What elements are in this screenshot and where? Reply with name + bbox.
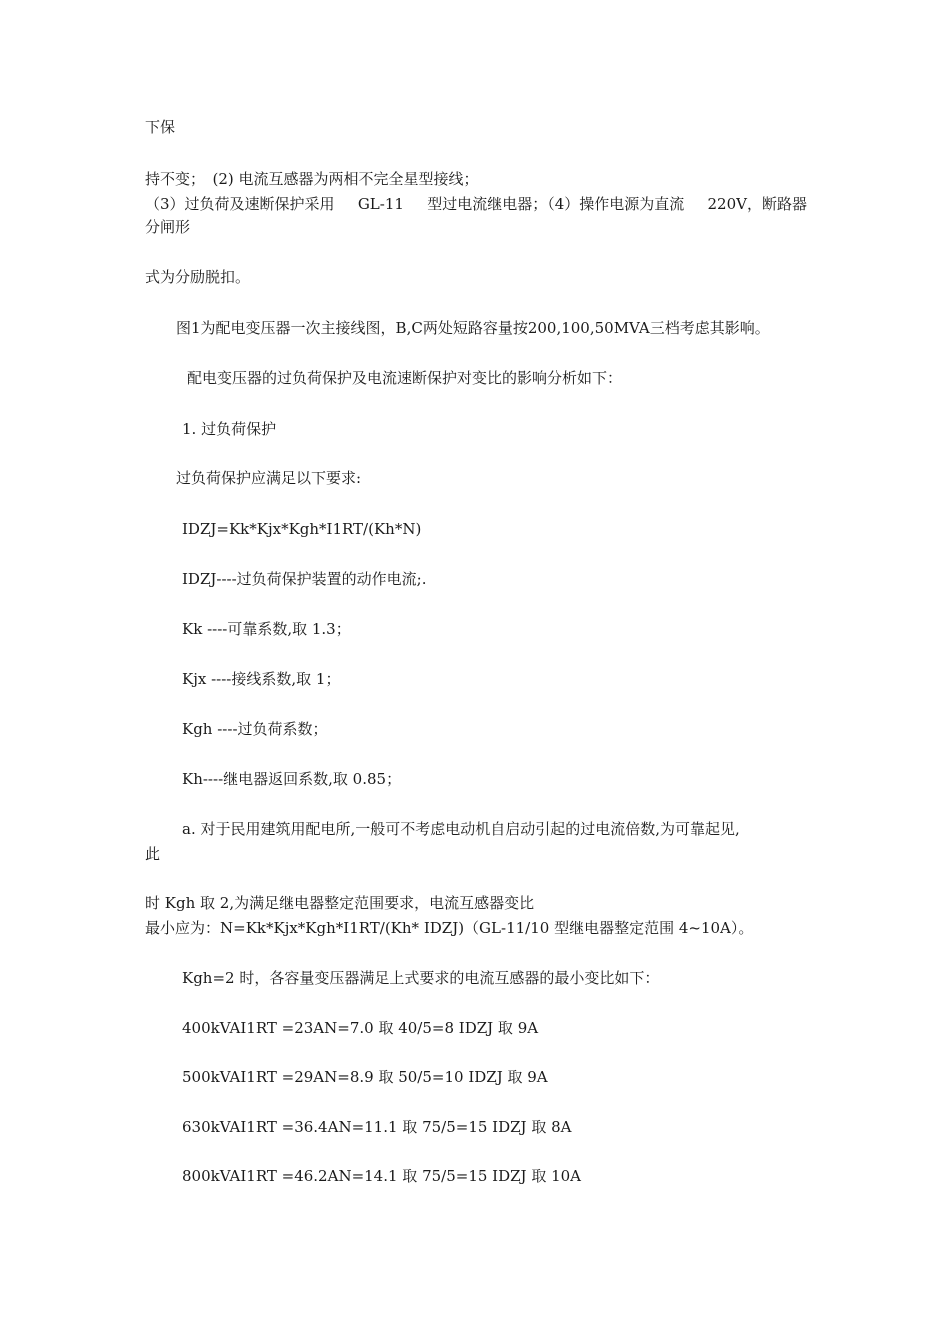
text-line: 时 Kgh 取 2,为满足继电器整定范围要求，电流互感器变比 bbox=[145, 894, 535, 912]
result-line: 800kVAI1RT =46.2AN=14.1 取 75/5=15 IDZJ 取 10A bbox=[182, 1167, 582, 1185]
result-line: 630kVAI1RT =36.4AN=11.1 取 75/5=15 IDZJ 取 8A bbox=[182, 1118, 572, 1136]
text-line: Kgh=2 时，各容量变压器满足上式要求的电流互感器的最小变比如下： bbox=[182, 969, 660, 987]
section-heading: 1. 过负荷保护 bbox=[182, 420, 277, 438]
formula-line: IDZJ=Kk*Kjx*Kgh*I1RT/(Kh*N) bbox=[182, 520, 422, 538]
definition-line: IDZJ----过负荷保护装置的动作电流;. bbox=[182, 570, 427, 588]
text-line: 式为分励脱扣。 bbox=[145, 268, 251, 286]
result-line: 400kVAI1RT =23AN=7.0 取 40/5=8 IDZJ 取 9A bbox=[182, 1019, 539, 1037]
text-line: 此 bbox=[145, 845, 161, 863]
definition-line: Kk ----可靠系数,取 1.3； bbox=[182, 620, 351, 638]
text-line: 过负荷保护应满足以下要求: bbox=[176, 469, 362, 487]
text-segment: （3）过负荷及速断保护采用 bbox=[145, 195, 335, 213]
text-line-justified bbox=[145, 195, 807, 214]
definition-line: Kjx ----接线系数,取 1； bbox=[182, 670, 341, 688]
definition-line: Kh----继电器返回系数,取 0.85； bbox=[182, 770, 402, 788]
text-line: 配电变压器的过负荷保护及电流速断保护对变比的影响分析如下： bbox=[187, 369, 623, 387]
text-line: 持不变； (2) 电流互感器为两相不完全星型接线； bbox=[145, 170, 479, 188]
text-segment: 220V，断路器 bbox=[707, 195, 807, 213]
text-line: 图1为配电变压器一次主接线图，B,C两处短路容量按200,100,50MVA三档考虑其影响。 bbox=[176, 319, 770, 337]
text-segment: GL-11 bbox=[357, 195, 404, 213]
text-line: 最小应为：N=Kk*Kjx*Kgh*I1RT/(Kh* IDZJ)（GL-11/10 型继电器整定范围 4~10A）。 bbox=[145, 919, 754, 937]
definition-line: Kgh ----过负荷系数； bbox=[182, 720, 328, 738]
text-line: 分闸形 bbox=[145, 218, 191, 236]
text-line: 下保 bbox=[145, 118, 176, 136]
text-segment: 型过电流继电器；（4）操作电源为直流 bbox=[427, 195, 685, 213]
result-line: 500kVAI1RT =29AN=8.9 取 50/5=10 IDZJ 取 9A bbox=[182, 1068, 548, 1086]
text-line: a. 对于民用建筑用配电所,一般可不考虑电动机自启动引起的过电流倍数,为可靠起见, bbox=[182, 820, 740, 838]
